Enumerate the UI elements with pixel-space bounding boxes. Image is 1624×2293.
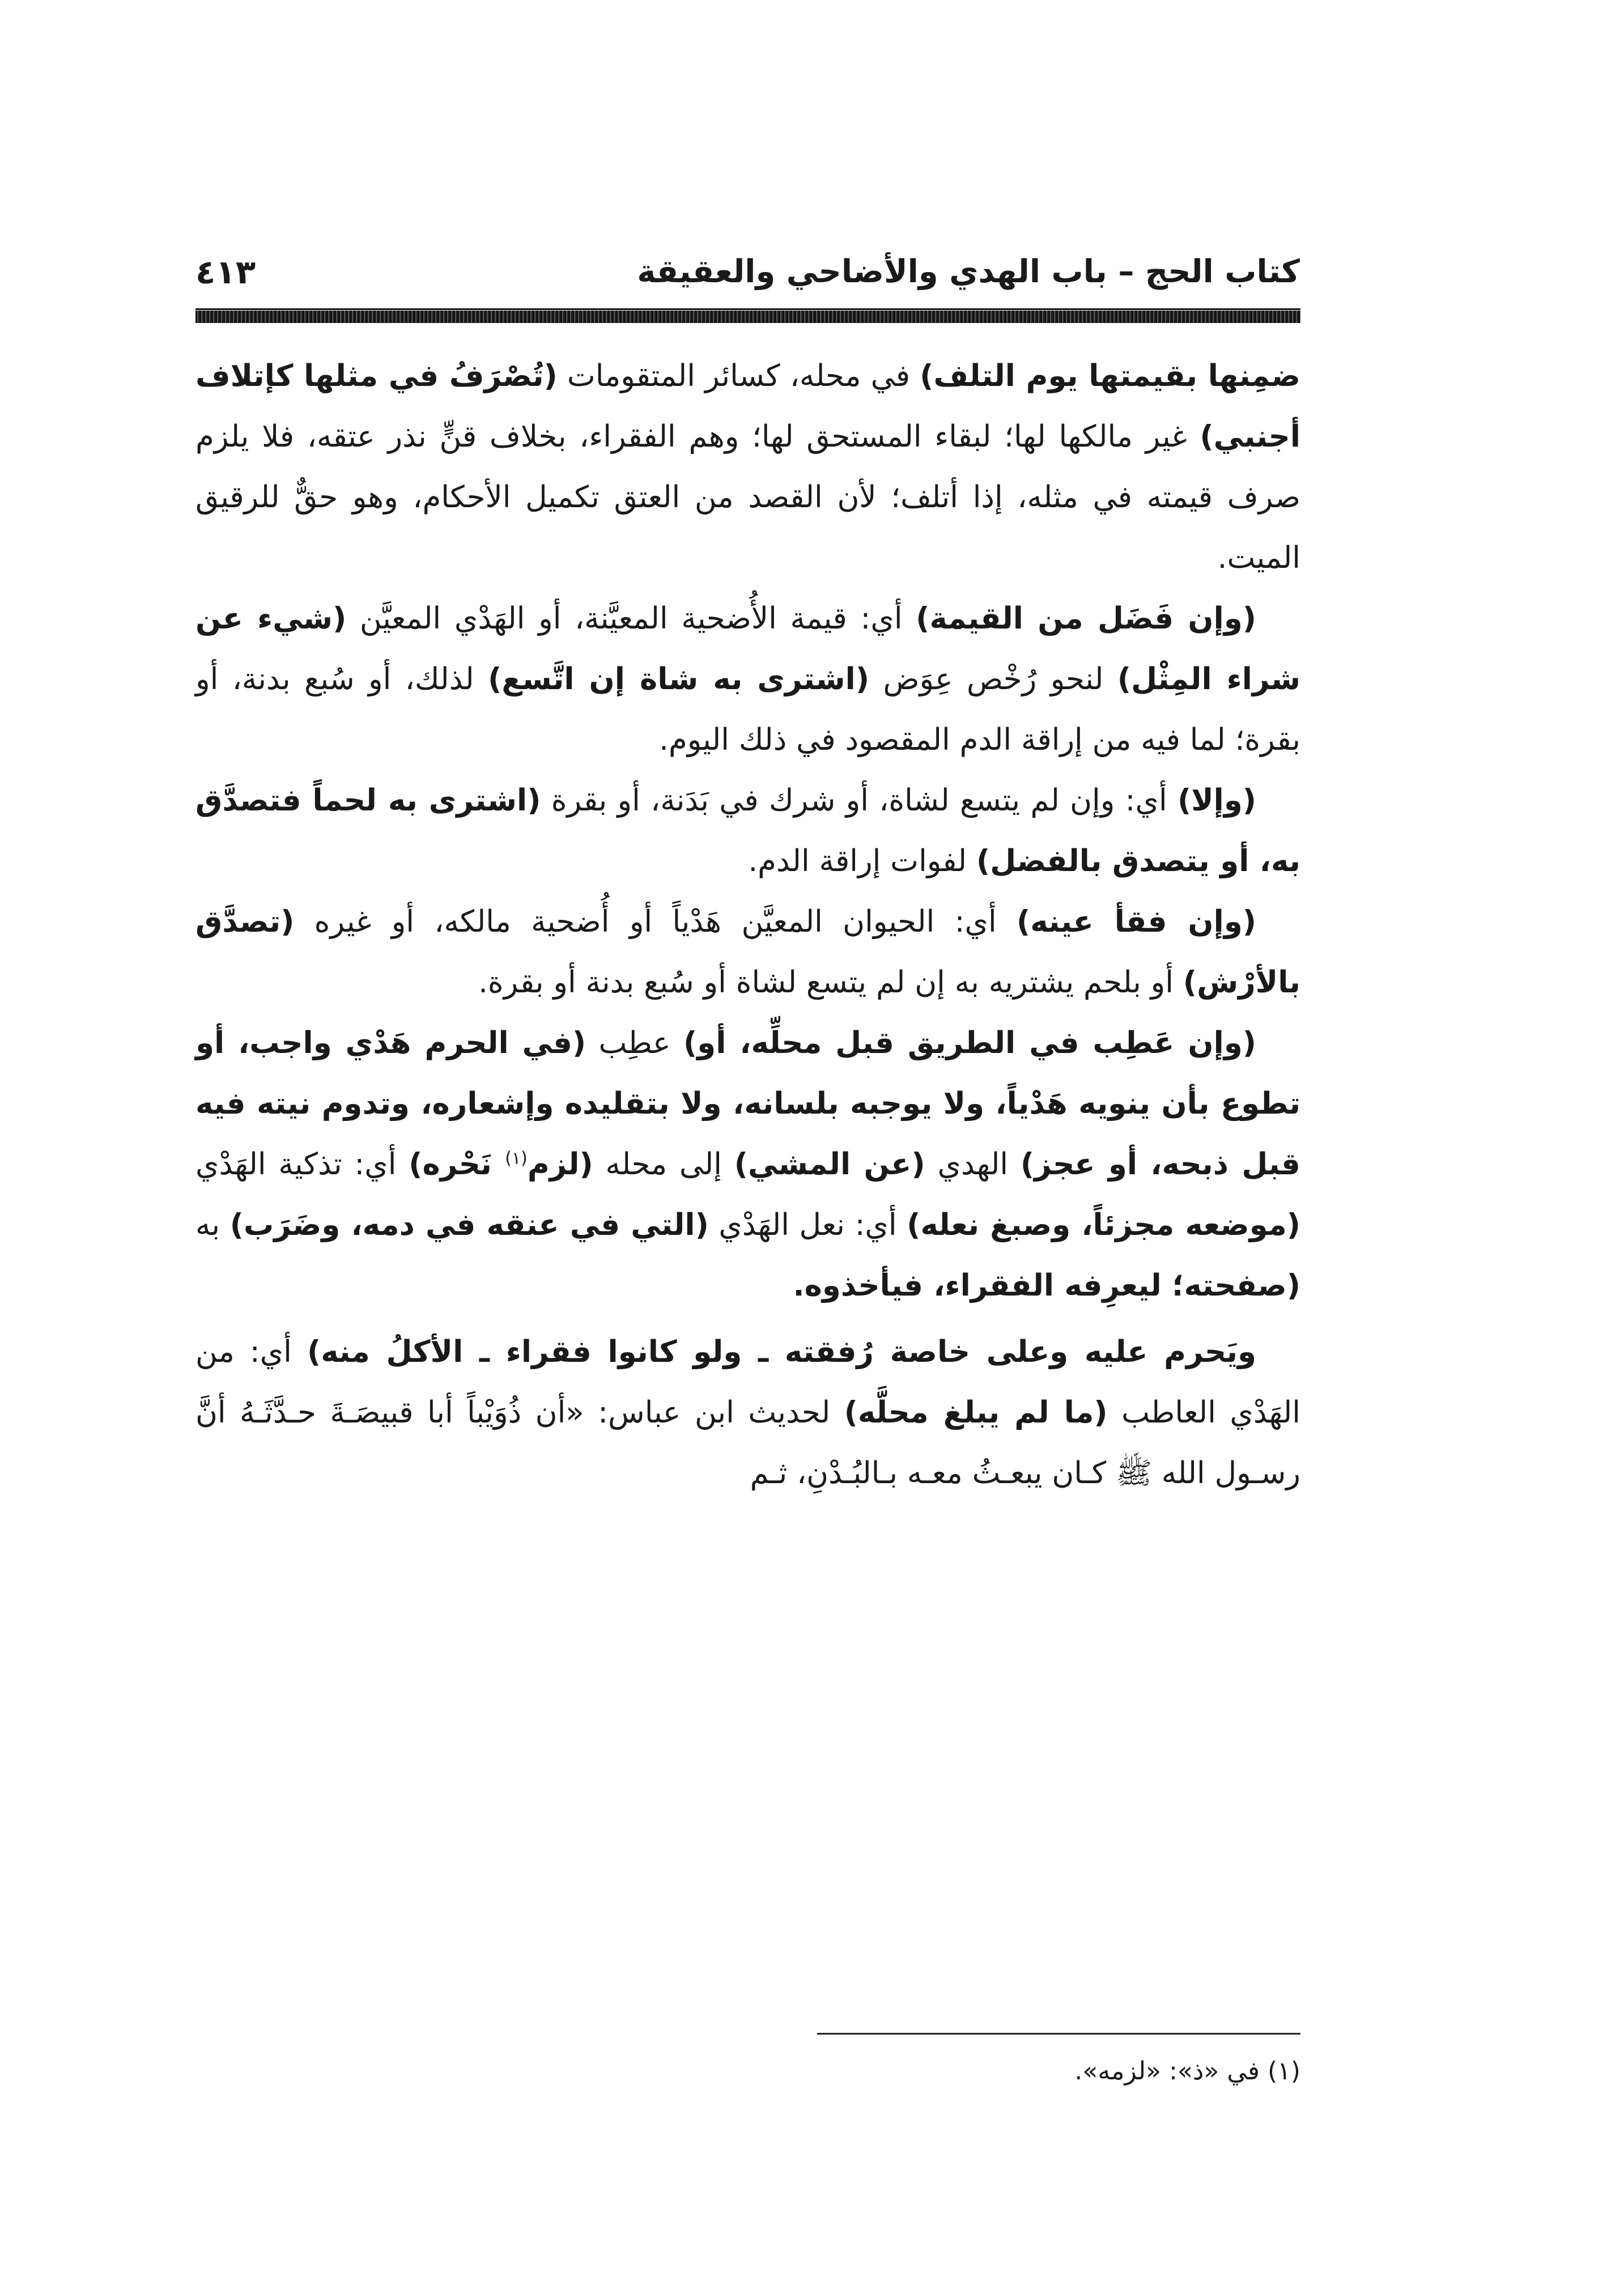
matn-text: (ما لم يبلغ محلَّه) bbox=[844, 1395, 1108, 1430]
matn-text: (في الحرم هَدْي واجب، أو تطوع بأن ينويه هَدْياً، ولا يوجبه بلسانه، ولا بتقليده وإشعاره، وتدوم نيته فيه قبل ذبحه، أو عجز) bbox=[195, 1026, 1300, 1182]
paragraph bbox=[195, 588, 1300, 770]
sharh-text: أو بلحم يشتريه به إن لم يتسع لشاة أو سُبع بدنة أو بقرة. bbox=[478, 965, 1183, 1000]
chapter-title: كتاب الحج – باب الهدي والأضاحي والعقيقة bbox=[637, 253, 1300, 290]
sharh-text: لنحو رُخْص عِوَض bbox=[869, 662, 1117, 697]
matn-text: (صفحته؛ ليعرِفه الفقراء، فيأخذوه. bbox=[793, 1268, 1300, 1303]
matn-text: (اشترى به شاة إن اتَّسع) bbox=[488, 662, 870, 697]
sharh-text: في محله، كسائر المتقومات bbox=[557, 359, 920, 393]
sharh-text: أي: من الهَدْي العاطب bbox=[195, 1335, 1300, 1430]
header-rule-line bbox=[195, 308, 1300, 310]
matn-text: (وإن فَضَل من القيمة) bbox=[916, 601, 1256, 636]
sharh-text: إلى محله bbox=[593, 1147, 734, 1182]
matn-text: ضمِنها بقيمتها يوم التلف) bbox=[920, 359, 1300, 393]
sharh-text: الهدي bbox=[925, 1147, 1021, 1182]
matn-text: نَحْره) bbox=[409, 1147, 505, 1182]
sharh-text: أي: نعل الهَدْي bbox=[708, 1208, 907, 1242]
footnote: (١) في «ذ»: «لزمه». bbox=[1074, 2057, 1300, 2086]
sharh-text: أي: قيمة الأُضحية المعيَّنة، أو الهَدْي المعيَّن bbox=[346, 601, 916, 636]
matn-text: (موضعه مجزئاً، وصبغ نعله) bbox=[907, 1208, 1300, 1242]
sharh-text: أي: الحيوان المعيَّن هَدْياً أو أُضحية مالكه، أو غيره bbox=[294, 905, 1017, 939]
sharh-text: لحديث ابن عباس: «أن ذُوَيْباً أبا قبيصَـةَ حـدَّثَـهُ أنَّ رسـول الله ﷺ كـان يبعـثُ معـه بـالبُـدْنِ، ثـم bbox=[195, 1395, 1300, 1491]
matn-text: ويَحرم عليه وعلى خاصة رُفقته ـ ولو كانوا فقراء ـ الأكلُ منه) bbox=[307, 1335, 1256, 1369]
sharh-text: عطِب bbox=[586, 1026, 684, 1060]
matn-text: (شيء عن شراء المِثْل) bbox=[195, 601, 1300, 697]
matn-text: (عن المشي) bbox=[734, 1147, 925, 1182]
sharh-text: لفوات إراقة الدم. bbox=[748, 844, 976, 878]
matn-text: (وإلا) bbox=[1177, 783, 1257, 818]
paragraph bbox=[195, 770, 1300, 891]
sharh-text: أي: وإن لم يتسع لشاة، أو شرك في بَدَنة، أو بقرة bbox=[541, 783, 1177, 818]
paragraph bbox=[195, 346, 1300, 588]
sharh-text: أي: تذكية الهَدْي bbox=[195, 1147, 409, 1182]
footnote-marker: (١) bbox=[505, 1148, 528, 1169]
running-header bbox=[195, 249, 1300, 300]
matn-text: (التي في عنقه في دمه، وضَرَب) bbox=[229, 1208, 709, 1242]
paragraph bbox=[195, 891, 1300, 1013]
header-ornamental-rule bbox=[195, 311, 1300, 323]
paragraph bbox=[195, 1322, 1300, 1504]
main-text bbox=[195, 346, 1300, 1504]
sharh-text: لذلك، أو سُبع بدنة، أو بقرة؛ لما فيه من إراقة الدم المقصود في ذلك اليوم. bbox=[195, 662, 1300, 757]
matn-text: (وإن عَطِب في الطريق قبل محلِّه، أو) bbox=[683, 1026, 1256, 1060]
page-number: ٤١٣ bbox=[195, 253, 256, 291]
matn-text: (وإن فقأ عينه) bbox=[1017, 905, 1257, 939]
sharh-text: به bbox=[195, 1208, 230, 1242]
matn-text: (تُصْرَفُ في مثلها كإتلاف أجنبي) bbox=[195, 359, 1300, 454]
matn-text: (لزم bbox=[527, 1147, 593, 1182]
matn-text: (تصدَّق بالأرْش) bbox=[195, 905, 1300, 1000]
paragraph bbox=[195, 1013, 1300, 1316]
matn-text: (اشترى به لحماً فتصدَّق به، أو يتصدق بالفضل) bbox=[195, 783, 1300, 878]
sharh-text: غير مالكها لها؛ لبقاء المستحق لها؛ وهم الفقراء، بخلاف قنٍّ نذر عتقه، فلا يلزم صرف قيمته في مثله، إذا أتلف؛ لأن القصد من العتق تكميل الأحكام، وهو حقٌّ للرقيق الميت. bbox=[195, 419, 1300, 575]
footnote-separator bbox=[817, 2033, 1300, 2035]
